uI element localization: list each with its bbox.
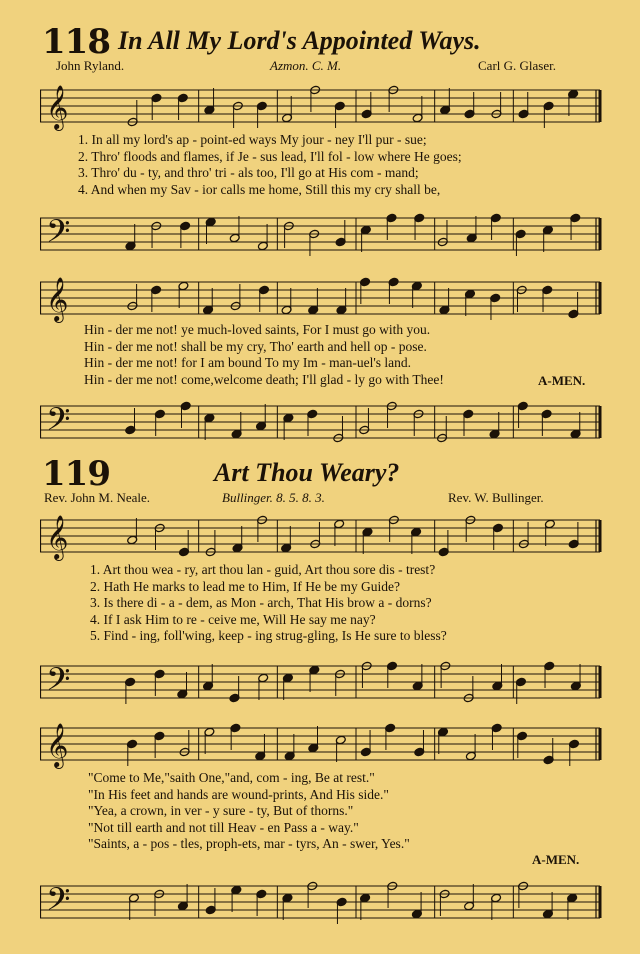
hymn-119-staff-1-bass <box>40 660 602 710</box>
verse-line: "Not till earth and not till Heav - en Pass a - way." <box>88 819 359 835</box>
verse-line: "Saints, a - pos - tles, proph-ets, mar - tyrs, An - swer, Yes." <box>88 836 410 851</box>
verse-line: Hin - der me not! for I am bound To my Im - man-uel's land. <box>84 355 412 370</box>
hymn-118-number: 118 <box>42 22 110 62</box>
svg-text:𝄞: 𝄞 <box>46 85 69 129</box>
hymn-118-staff-2-bass <box>40 400 602 450</box>
hymn-119-verses-part-1 <box>90 562 447 645</box>
svg-text:𝄢: 𝄢 <box>46 661 71 705</box>
verse-line: 4. If I ask Him to re - ceive me, Will He say me nay? <box>90 611 376 627</box>
hymn-119-staff-2-bass <box>40 880 602 930</box>
hymn-118-verses-part-1 <box>78 132 462 198</box>
hymn-119-author: Rev. John M. Neale. <box>44 490 151 505</box>
svg-text:𝄞: 𝄞 <box>46 723 69 767</box>
hymn-119-verses-part-2 <box>88 770 410 853</box>
svg-text:𝄞: 𝄞 <box>46 277 69 321</box>
hymn-119-composer: Rev. W. Bullinger. <box>448 490 544 505</box>
hymn-118-tune: Azmon. C. M. <box>270 58 342 73</box>
verse-line: 3. Is there di - a - dem, as Mon - arch, That His brow a - dorns? <box>90 595 432 610</box>
svg-text:𝄢: 𝄢 <box>46 213 71 257</box>
hymn-119-amen: A-MEN. <box>532 852 580 867</box>
verse-line: Hin - der me not! come,welcome death; I'll glad - ly go with Thee! <box>84 371 444 387</box>
verse-line: 1. In all my lord's ap - point-ed ways My jour - ney I'll pur - sue; <box>78 132 427 147</box>
hymn-118-amen: A-MEN. <box>538 373 586 388</box>
hymn-119-number: 119 <box>42 454 110 494</box>
verse-line: "In His feet and hands are wound-prints, And His side." <box>88 786 389 802</box>
hymn-118-title: In All My Lord's Appointed Ways. <box>118 26 481 55</box>
verse-line: 2. Thro' floods and flames, if Je - sus lead, I'll fol - low where He goes; <box>78 148 462 164</box>
verse-line: 3. Thro' du - ty, and thro' tri - als too, I'll go at His com - mand; <box>78 165 419 180</box>
hymn-118-author: John Ryland. <box>56 58 125 73</box>
hymn-118-verses-part-2 <box>84 322 444 388</box>
hymn-119-staff-1-treble <box>40 514 602 564</box>
hymn-118-staff-1-treble <box>40 84 602 134</box>
verse-line: 5. Find - ing, foll'wing, keep - ing strug-gling, Is He sure to bless? <box>90 628 447 643</box>
verse-line: Hin - der me not! ye much-loved saints, For I must go with you. <box>84 322 431 337</box>
verse-line: 2. Hath He marks to lead me to Him, If He be my Guide? <box>90 578 401 594</box>
hymn-118-staff-1-bass <box>40 212 602 262</box>
verse-line: 1. Art thou wea - ry, art thou lan - guid, Art thou sore dis - trest? <box>90 562 436 577</box>
verse-line: Hin - der me not! shall be my cry, Tho' earth and hell op - pose. <box>84 338 427 354</box>
hymn-119-staff-2-treble <box>40 722 602 772</box>
verse-line: 4. And when my Sav - ior calls me home, Still this my cry shall be, <box>78 181 441 197</box>
verse-line: "Yea, a crown, in ver - y sure - ty, But of thorns." <box>88 803 354 818</box>
svg-text:𝄢: 𝄢 <box>46 881 71 925</box>
hymn-118-composer: Carl G. Glaser. <box>478 58 556 73</box>
hymn-119-tune: Bullinger. 8. 5. 8. 3. <box>222 490 325 505</box>
svg-text:𝄞: 𝄞 <box>46 515 69 559</box>
verse-line: "Come to Me,"saith One,"and, com - ing, Be at rest." <box>88 770 375 785</box>
hymn-119-title: Art Thou Weary? <box>214 458 400 487</box>
hymn-118-staff-2-treble <box>40 276 602 326</box>
svg-text:𝄢: 𝄢 <box>46 401 71 445</box>
